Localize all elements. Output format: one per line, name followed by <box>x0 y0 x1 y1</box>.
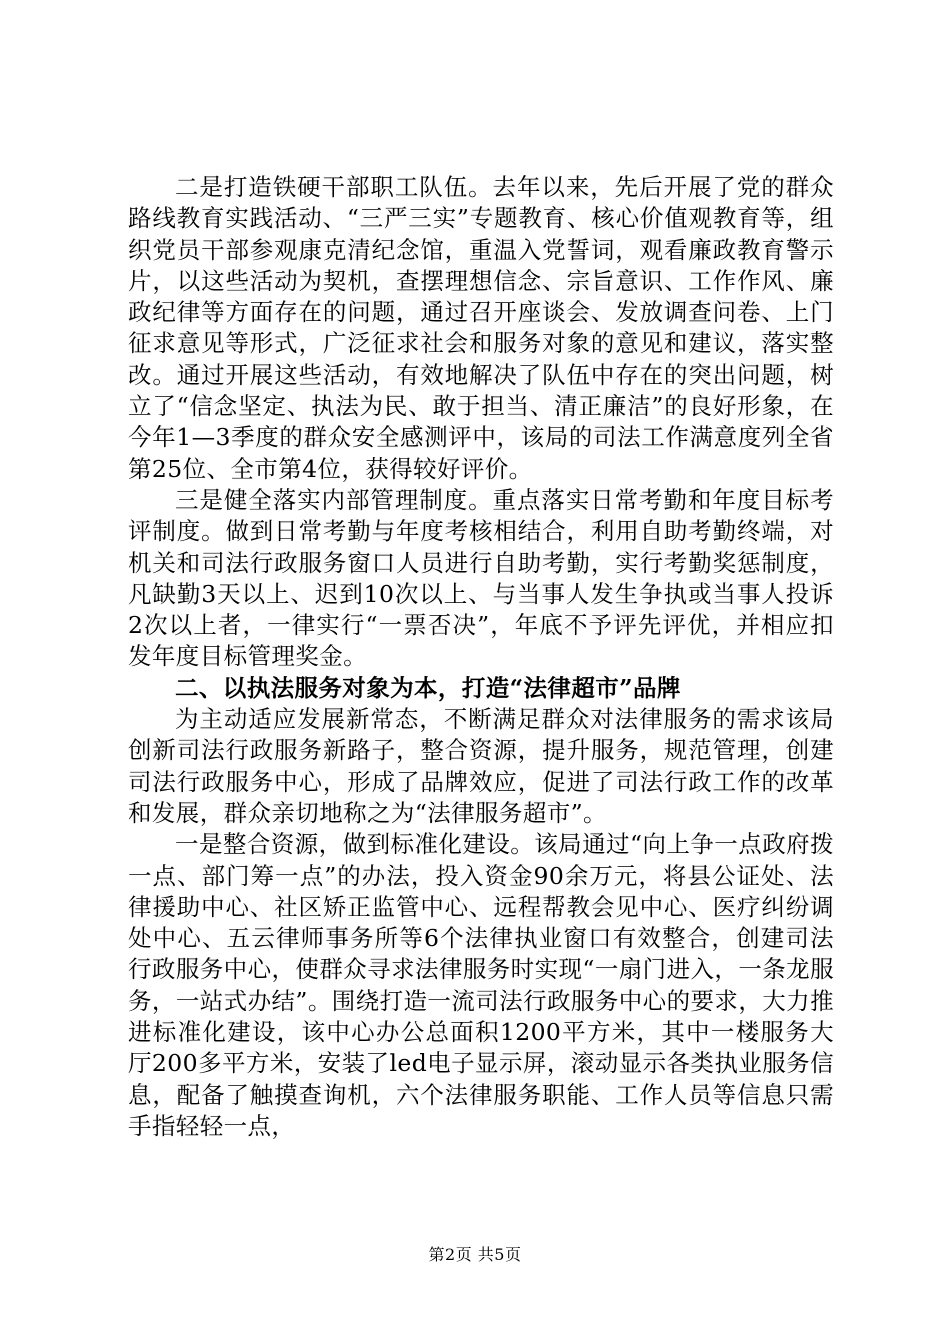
page-number-footer: 第2页 共5页 <box>428 1245 522 1264</box>
paragraph-service-center-intro: 为主动适应发展新常态，不断满足群众对法律服务的需求该局创新司法行政服务新路子，整合资源，提升服务，规范管理，创建司法行政服务中心，形成了品牌效应，促进了司法行政工作的改革和发展，群众亲切地称之为“法律服务超市”。 <box>128 705 834 827</box>
section-heading-legal-supermarket: 二、以执法服务对象为本，打造“法律超市”品牌 <box>175 673 681 702</box>
paragraph-team-building: 二是打造铁硬干部职工队伍。去年以来，先后开展了党的群众路线教育实践活动、“三严三实”专题教育、核心价值观教育等，组织党员干部参观康克清纪念馆，重温入党誓词，观看廉政教育警示片，以这些活动为契机，查摆理想信念、宗旨意识、工作作风、廉政纪律等方面存在的问题，通过召开座谈会、发放调查问卷、上门征求意见等形式，广泛征求社会和服务对象的意见和建议，落实整改。通过开展这些活动，有效地解决了队伍中存在的突出问题，树立了“信念坚定、执法为民、敢于担当、清正廉洁”的良好形象，在今年1—3季度的群众安全感测评中，该局的司法工作满意度列全省第25位、全市第4位，获得较好评价。 <box>128 173 834 483</box>
document-body <box>128 172 834 1142</box>
paragraph-resource-integration: 一是整合资源，做到标准化建设。该局通过“向上争一点政府拨一点、部门筹一点”的办法，投入资金90余万元，将县公证处、法律援助中心、社区矫正监管中心、远程帮教会见中心、医疗纠纷调处中心、五云律师事务所等6个法律执业窗口有效整合，创建司法行政服务中心，使群众寻求法律服务时实现“一扇门进入，一条龙服务，一站式办结”。围绕打造一流司法行政服务中心的要求，大力推进标准化建设，该中心办公总面积1200平方米，其中一楼服务大厅200多平方米，安装了led电子显示屏，滚动显示各类执业服务信息，配备了触摸查询机，六个法律服务职能、工作人员等信息只需手指轻轻一点， <box>128 830 834 1140</box>
paragraph-internal-management: 三是健全落实内部管理制度。重点落实日常考勤和年度目标考评制度。做到日常考勤与年度考核相结合，利用自助考勤终端，对机关和司法行政服务窗口人员进行自助考勤，实行考勤奖惩制度，凡缺勤3天以上、迟到10次以上、与当事人发生争执或当事人投诉2次以上者，一律实行“一票否决”，年底不予评先评优，并相应扣发年度目标管理奖金。 <box>128 485 834 671</box>
